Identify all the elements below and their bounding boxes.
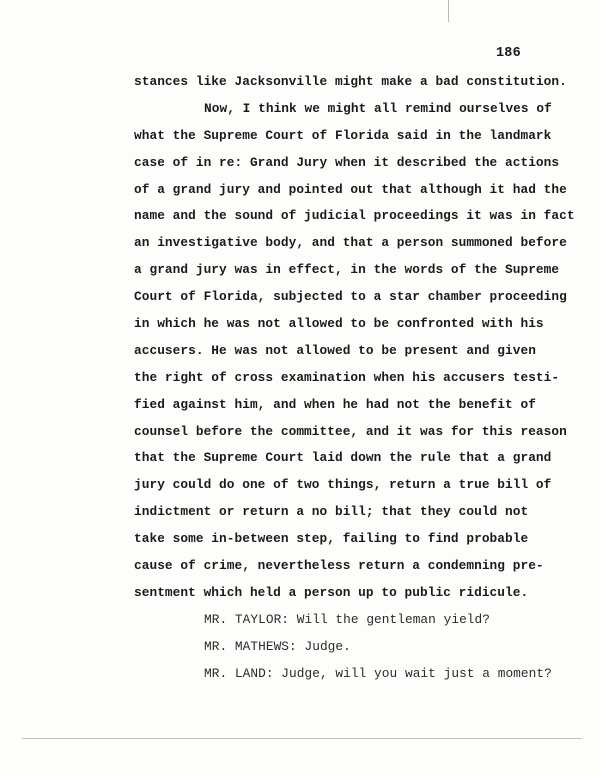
transcript-body — [0, 69, 600, 687]
transcript-line: a grand jury was in effect, in the words of the Supreme — [134, 262, 560, 278]
transcript-line: Court of Florida, subjected to a star chamber proceeding — [134, 289, 567, 305]
transcript-line: an investigative body, and that a person summoned before — [134, 235, 567, 251]
transcript-line: cause of crime, nevertheless return a condemning pre- — [134, 558, 544, 574]
transcript-line: accusers. He was not allowed to be present and given — [134, 342, 536, 358]
transcript-line: that the Supreme Court laid down the rule that a grand — [134, 450, 552, 466]
transcript-line: case of in re: Grand Jury when it described the actions — [134, 154, 560, 170]
bottom-rule — [22, 738, 582, 739]
transcript-line: name and the sound of judicial proceedings it was in fact — [134, 208, 575, 224]
speaker-line: MR. MATHEWS: Judge. — [204, 638, 351, 654]
transcript-line: what the Supreme Court of Florida said in the landmark — [134, 127, 552, 143]
page-number: 186 — [496, 46, 521, 61]
speaker-line: MR. LAND: Judge, will you wait just a moment? — [204, 665, 552, 681]
margin-mark — [448, 0, 449, 22]
transcript-line: jury could do one of two things, return a true bill of — [134, 477, 552, 493]
transcript-line: fied against him, and when he had not the benefit of — [134, 396, 536, 412]
transcript-line: sentment which held a person up to public ridicule. — [134, 584, 529, 600]
transcript-line: in which he was not allowed to be confronted with his — [134, 316, 544, 332]
transcript-line: of a grand jury and pointed out that although it had the — [134, 181, 567, 197]
transcript-line: indictment or return a no bill; that they could not — [134, 504, 529, 520]
transcript-line: counsel before the committee, and it was for this reason — [134, 423, 567, 439]
transcript-line: stances like Jacksonville might make a bad constitution. — [134, 74, 567, 89]
speaker-line: MR. TAYLOR: Will the gentleman yield? — [204, 611, 490, 627]
transcript-line: the right of cross examination when his accusers testi- — [134, 369, 560, 385]
transcript-line: take some in-between step, failing to find probable — [134, 531, 529, 547]
transcript-line: Now, I think we might all remind ourselves of — [204, 100, 552, 116]
